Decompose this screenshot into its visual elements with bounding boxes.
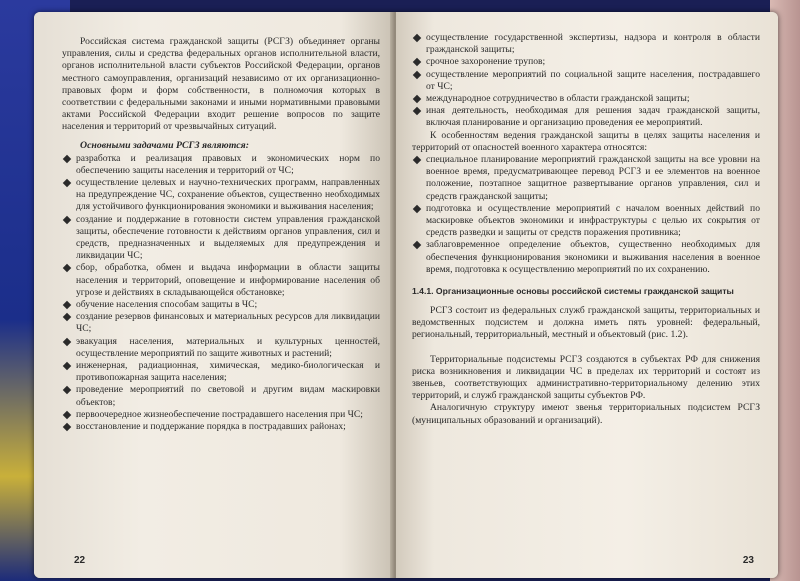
diamond-bullet-icon	[63, 179, 71, 187]
list-item: осуществление государственной экспертизы, надзора и контроля в области гражданской защиты;	[412, 32, 760, 56]
diamond-bullet-icon	[413, 95, 421, 103]
tasks-heading: Основными задачами РСГЗ являются:	[80, 139, 249, 151]
list-item: осуществление мероприятий по социальной защите населения, пострадавшего от ЧС;	[412, 69, 760, 93]
wartime-intro: К особенностям ведения гражданской защиты в целях защиты населения и территорий от опасностей военного характера относятся:	[412, 129, 760, 153]
list-item: эвакуация населения, материальных и культурных ценностей, осуществление мероприятий по защите животных и растений;	[62, 336, 380, 360]
diamond-bullet-icon	[413, 205, 421, 213]
list-item: инженерная, радиационная, химическая, медико-биологическая и противопожарная защита населения;	[62, 360, 380, 384]
diamond-bullet-icon	[63, 154, 71, 162]
page-number-right: 23	[742, 555, 754, 566]
diamond-bullet-icon	[413, 70, 421, 78]
right-page	[396, 12, 778, 578]
diamond-bullet-icon	[63, 423, 71, 431]
list-item: подготовка и осуществление мероприятий с началом военных действий по маскировке объектов экономики и инфраструктуры с целью их сокрытия от средств разведки и защиты от средств поражения противника;	[412, 203, 760, 240]
page-number-left: 22	[74, 555, 86, 566]
diamond-bullet-icon	[413, 156, 421, 164]
tasks-list	[62, 153, 380, 434]
list-item: иная деятельность, необходимая для решения задач гражданской защиты, включая планирование и организацию проведения ее мероприятий.	[412, 105, 760, 129]
diamond-bullet-icon	[63, 215, 71, 223]
left-page	[34, 12, 394, 578]
list-item: разработка и реализация правовых и экономических норм по обеспечению защиты населения и территорий от ЧС;	[62, 153, 380, 177]
diamond-bullet-icon	[413, 58, 421, 66]
diamond-bullet-icon	[413, 241, 421, 249]
open-book	[34, 12, 778, 578]
diamond-bullet-icon	[63, 411, 71, 419]
diamond-bullet-icon	[63, 386, 71, 394]
list-item: первоочередное жизнеобеспечение пострадавшего населения при ЧС;	[62, 409, 380, 421]
list-item: проведение мероприятий по световой и другим видам маскировки объектов;	[62, 384, 380, 408]
list-item: восстановление и поддержание порядка в пострадавших районах;	[62, 421, 380, 433]
list-item: заблаговременное определение объектов, существенно необходимых для обеспечения функционирования экономики и выживания населения в военное время, подготовка к осуществлению мероприятий по их сохранению.	[412, 239, 760, 276]
intro-paragraph: Российская система гражданской защиты (РСГЗ) объединяет органы управления, силы и средства федеральных органов исполнительной власти, органов исполнительной власти субъектов Российской Федерации, органов местного самоуправления, организаций независимо от их организационно-правовых форм и форм собственности, в полномочия которых в соответствии с федеральными законами и иными нормативными правовыми актами Российской Федерации входит решение вопросов по защите населения и территорий от чрезвычайных ситуаций.	[62, 36, 380, 133]
diamond-bullet-icon	[413, 34, 421, 42]
diamond-bullet-icon	[63, 313, 71, 321]
diamond-bullet-icon	[63, 337, 71, 345]
list-item: международное сотрудничество в области гражданской защиты;	[412, 93, 760, 105]
diamond-bullet-icon	[63, 301, 71, 309]
wartime-bullets-list	[412, 154, 760, 276]
top-bullets-list	[412, 32, 760, 130]
diamond-bullet-icon	[413, 107, 421, 115]
diamond-bullet-icon	[63, 362, 71, 370]
section-title: 1.4.1. Организационные основы российской системы гражданской защиты	[412, 286, 734, 297]
paragraph-structure: РСГЗ состоит из федеральных служб гражданской защиты, территориальных и ведомственных подсистем и должна иметь пять уровней: федеральный, региональный, территориальный, местный и объектовый (рис. 1.2).	[412, 305, 760, 341]
diamond-bullet-icon	[63, 264, 71, 272]
list-item: создание и поддержание в готовности систем управления гражданской защиты, обеспечение готовности к действиям органов управления, сил и средств, предназначенных и выделяемых для предупреждения и ликвидации ЧС;	[62, 214, 380, 263]
list-item: создание резервов финансовых и материальных ресурсов для ликвидации ЧС;	[62, 311, 380, 335]
paragraph-analogous: Аналогичную структуру имеют звенья территориальных подсистем РСГЗ (муниципальных образований и организаций).	[412, 402, 760, 426]
list-item: обучение населения способам защиты в ЧС;	[62, 299, 380, 311]
list-item: сбор, обработка, обмен и выдача информации в области защиты населения и территорий, оповещение и информирование населения об угрозе и действиях в складывающейся обстановке;	[62, 262, 380, 299]
list-item: срочное захоронение трупов;	[412, 56, 760, 68]
list-item: осуществление целевых и научно-технических программ, направленных на предупреждение ЧС, сохранение объектов, существенно необходимых для устойчивого функционирования экономики и выживания населения;	[62, 177, 380, 214]
paragraph-territorial: Территориальные подсистемы РСГЗ создаются в субъектах РФ для снижения риска возникновения и ликвидации ЧС в пределах их территорий и состоят из звеньев, соответствующих административно-территориальному делению этих территорий, и служб гражданской защиты субъектов РФ.	[412, 353, 760, 402]
list-item: специальное планирование мероприятий гражданской защиты на все уровни на военное время, предусматривающее перевод РСГЗ и ее элементов на военное положение, поэтапное защитное развертывание органов управления, сил и средств гражданской защиты;	[412, 154, 760, 203]
